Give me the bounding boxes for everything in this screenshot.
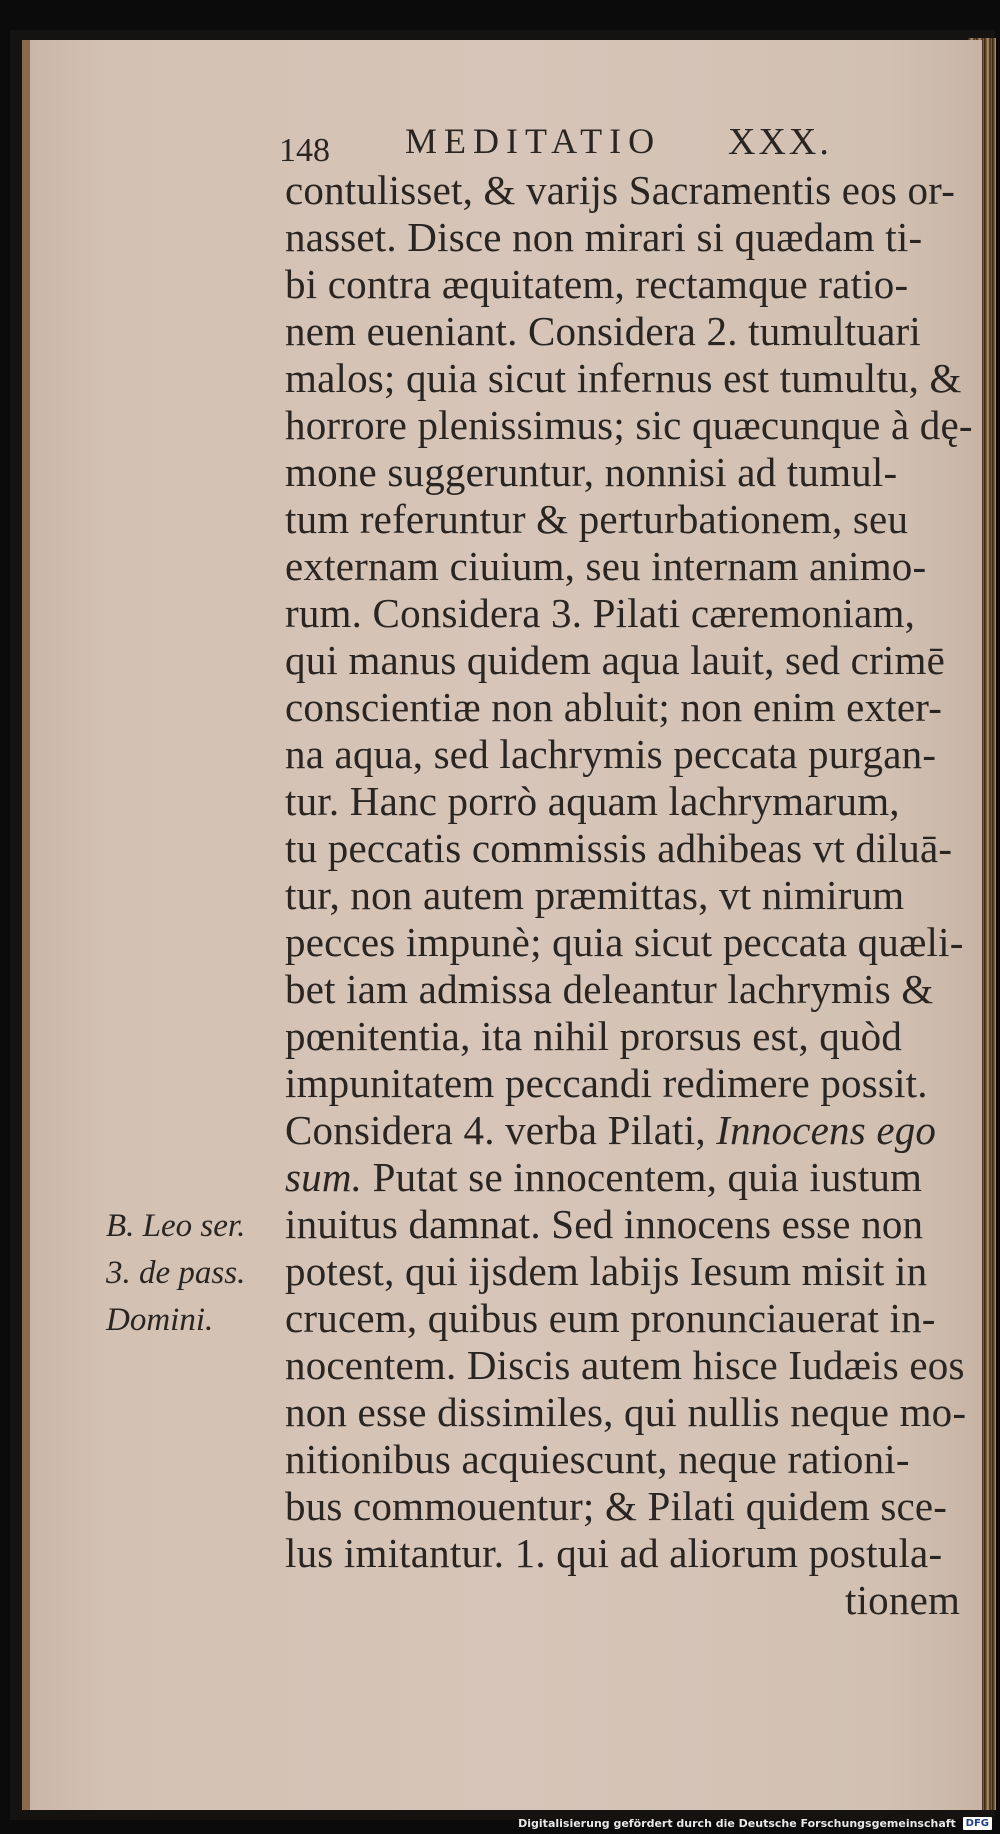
text-line: nitionibus acquiescunt, neque rationi- bbox=[285, 1436, 910, 1482]
text-line: tu peccatis commissis adhibeas vt diluā- bbox=[285, 825, 953, 871]
catchword: tionem bbox=[845, 1577, 961, 1623]
text-span: Considera 4. verba Pilati, bbox=[285, 1107, 717, 1153]
margin-note-line: Domini. bbox=[106, 1302, 214, 1338]
text-line: potest, qui ijsdem labijs Iesum misit in bbox=[285, 1248, 928, 1294]
text-line: crucem, quibus eum pronunciauerat in- bbox=[285, 1295, 936, 1341]
text-line: pecces impunè; quia sicut peccata quæli- bbox=[285, 919, 964, 965]
margin-note-line: 3. de pass. bbox=[106, 1255, 246, 1291]
text-line: pœnitentia, ita nihil prorsus est, quòd bbox=[285, 1013, 903, 1059]
text-line: horrore plenissimus; sic quæcunque à dę- bbox=[285, 402, 973, 448]
text-line: na aqua, sed lachrymis peccata purgan- bbox=[285, 731, 937, 777]
text-line bbox=[285, 1107, 936, 1154]
italic-quote: Innocens ego bbox=[716, 1107, 937, 1153]
text-line: non esse dissimiles, qui nullis neque mo- bbox=[285, 1389, 967, 1435]
digitization-footer bbox=[518, 1817, 992, 1831]
text-line: externam ciuium, seu internam animo- bbox=[285, 543, 927, 589]
text-line: rum. Considera 3. Pilati cæremoniam, bbox=[285, 590, 916, 636]
text-line: impunitatem peccandi redimere possit. bbox=[285, 1060, 928, 1106]
text-line: lus imitantur. 1. qui ad aliorum postula- bbox=[285, 1530, 943, 1576]
text-line: mone suggeruntur, nonnisi ad tumul- bbox=[285, 449, 898, 495]
text-line: bi contra æquitatem, rectamque ratio- bbox=[285, 261, 909, 307]
text-line bbox=[285, 1154, 922, 1201]
text-line: qui manus quidem aqua lauit, sed crimē bbox=[285, 637, 946, 683]
running-title: MEDITATIO bbox=[405, 121, 662, 161]
text-line: nocentem. Discis autem hisce Iudæis eos bbox=[285, 1342, 965, 1388]
text-line: inuitus damnat. Sed innocens esse non bbox=[285, 1201, 924, 1247]
italic-quote: sum. bbox=[285, 1154, 363, 1200]
text-line: nasset. Disce non mirari si quædam ti- bbox=[285, 214, 923, 260]
text-line: tum referuntur & perturbationem, seu bbox=[285, 496, 909, 542]
text-line: nem eueniant. Considera 2. tumultuari bbox=[285, 308, 921, 354]
text-line: bus commouentur; & Pilati quidem sce- bbox=[285, 1483, 948, 1529]
margin-note-line: B. Leo ser. bbox=[106, 1208, 246, 1244]
text-line: conscientiæ non abluit; non enim exter- bbox=[285, 684, 943, 730]
footer-text: Digitalisierung gefördert durch die Deutsche Forschungsgemeinschaft bbox=[518, 1816, 956, 1830]
dfg-logo: DFG bbox=[963, 1817, 992, 1830]
text-span: Putat se innocentem, quia iustum bbox=[362, 1154, 923, 1200]
text-line: tur. Hanc porrò aquam lachrymarum, bbox=[285, 778, 900, 824]
text-line: contulisset, & varijs Sacramentis eos or- bbox=[285, 167, 956, 213]
page-number: 148 bbox=[279, 132, 330, 169]
text-line: bet iam admissa deleantur lachrymis & bbox=[285, 966, 934, 1012]
text-line: tur, non autem præmittas, vt nimirum bbox=[285, 872, 905, 918]
text-line: malos; quia sicut infernus est tumultu, & bbox=[285, 355, 962, 401]
chapter-number: XXX. bbox=[728, 121, 832, 163]
